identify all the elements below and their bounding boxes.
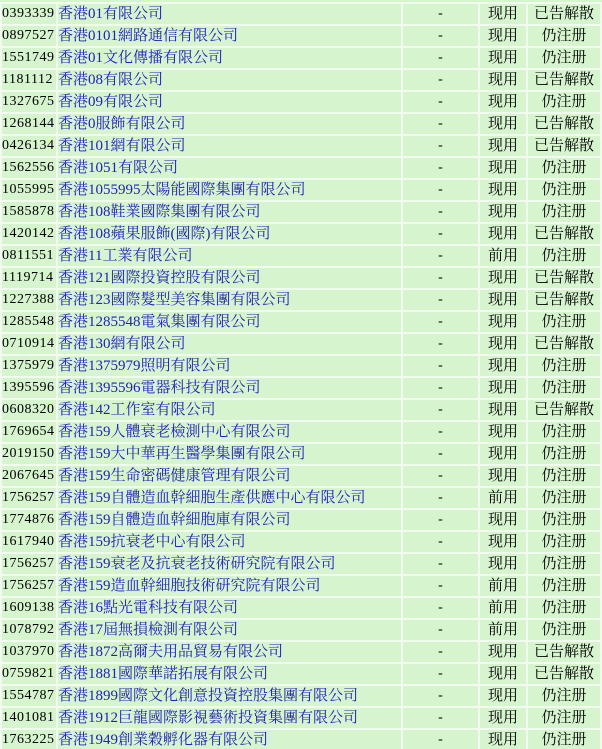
- name-status-cell: 现用: [480, 466, 528, 488]
- name-status-cell: 现用: [480, 686, 528, 708]
- table-row: [0, 334, 602, 356]
- company-number-cell: 1119714: [0, 268, 58, 290]
- company-number-cell: 1401081: [0, 708, 58, 730]
- company-number-cell: 0811551: [0, 246, 58, 268]
- company-name-cell: [58, 158, 403, 180]
- registration-status-cell: 已告解散: [528, 114, 602, 136]
- remarks-cell: -: [403, 158, 480, 180]
- company-name-link[interactable]: 香港101網有限公司: [58, 138, 186, 154]
- table-row: [0, 488, 602, 510]
- remarks-cell: -: [403, 136, 480, 158]
- company-results-table: [0, 4, 602, 749]
- name-status-cell: 现用: [480, 290, 528, 312]
- name-status-cell: 现用: [480, 4, 528, 26]
- name-status-cell: 现用: [480, 554, 528, 576]
- company-number-cell: 1585878: [0, 202, 58, 224]
- company-name-link[interactable]: 香港08有限公司: [58, 72, 164, 88]
- company-number-cell: 1617940: [0, 532, 58, 554]
- company-name-cell: [58, 4, 403, 26]
- company-name-cell: [58, 268, 403, 290]
- company-name-link[interactable]: 香港1375979照明有限公司: [58, 358, 231, 374]
- name-status-cell: 前用: [480, 620, 528, 642]
- company-number-cell: 1769654: [0, 422, 58, 444]
- registration-status-cell: 已告解散: [528, 642, 602, 664]
- company-number-cell: 1078792: [0, 620, 58, 642]
- name-status-cell: 现用: [480, 158, 528, 180]
- registration-status-cell: 已告解散: [528, 268, 602, 290]
- table-row: [0, 312, 602, 334]
- table-row: [0, 70, 602, 92]
- company-number-cell: 0710914: [0, 334, 58, 356]
- company-name-cell: [58, 686, 403, 708]
- registration-status-cell: 已告解散: [528, 224, 602, 246]
- company-name-link[interactable]: 香港1881國際華諾拓展有限公司: [58, 666, 269, 682]
- company-number-cell: 0897527: [0, 26, 58, 48]
- company-name-cell: [58, 312, 403, 334]
- name-status-cell: 现用: [480, 532, 528, 554]
- name-status-cell: 现用: [480, 664, 528, 686]
- remarks-cell: -: [403, 554, 480, 576]
- company-number-cell: 2067645: [0, 466, 58, 488]
- company-name-link[interactable]: 香港1872高爾夫用品貿易有限公司: [58, 644, 284, 660]
- registration-status-cell: 已告解散: [528, 334, 602, 356]
- company-number-cell: 1551749: [0, 48, 58, 70]
- table-row: [0, 730, 602, 749]
- remarks-cell: -: [403, 532, 480, 554]
- registration-status-cell: 仍注册: [528, 422, 602, 444]
- company-name-link[interactable]: 香港159自體造血幹細胞庫有限公司: [58, 512, 291, 528]
- company-number-cell: 1756257: [0, 576, 58, 598]
- registration-status-cell: 仍注册: [528, 620, 602, 642]
- table-row: [0, 378, 602, 400]
- company-name-link[interactable]: 香港1949創業穀孵化器有限公司: [58, 732, 269, 748]
- company-name-link[interactable]: 香港121國際投資控股有限公司: [58, 270, 261, 286]
- remarks-cell: -: [403, 290, 480, 312]
- company-name-link[interactable]: 香港142工作室有限公司: [58, 402, 216, 418]
- company-table-body: [0, 4, 602, 749]
- company-number-cell: 1268144: [0, 114, 58, 136]
- table-row: [0, 532, 602, 554]
- name-status-cell: 前用: [480, 576, 528, 598]
- company-number-cell: 0426134: [0, 136, 58, 158]
- company-number-cell: 1037970: [0, 642, 58, 664]
- remarks-cell: -: [403, 92, 480, 114]
- remarks-cell: -: [403, 224, 480, 246]
- company-number-cell: 1763225: [0, 730, 58, 749]
- table-row: [0, 400, 602, 422]
- registration-status-cell: 仍注册: [528, 378, 602, 400]
- company-name-cell: [58, 378, 403, 400]
- company-name-cell: [58, 290, 403, 312]
- registration-status-cell: 仍注册: [528, 466, 602, 488]
- company-name-link[interactable]: 香港16點光電科技有限公司: [58, 600, 239, 616]
- name-status-cell: 现用: [480, 312, 528, 334]
- registration-status-cell: 仍注册: [528, 48, 602, 70]
- table-row: [0, 158, 602, 180]
- company-name-link[interactable]: 香港1055995太陽能國際集團有限公司: [58, 182, 306, 198]
- table-row: [0, 554, 602, 576]
- company-name-cell: [58, 730, 403, 749]
- company-name-cell: [58, 598, 403, 620]
- name-status-cell: 现用: [480, 510, 528, 532]
- remarks-cell: -: [403, 466, 480, 488]
- company-number-cell: 1774876: [0, 510, 58, 532]
- table-row: [0, 26, 602, 48]
- company-name-cell: [58, 708, 403, 730]
- name-status-cell: 现用: [480, 92, 528, 114]
- company-name-cell: [58, 510, 403, 532]
- remarks-cell: -: [403, 422, 480, 444]
- company-number-cell: 0608320: [0, 400, 58, 422]
- table-row: [0, 708, 602, 730]
- company-name-cell: [58, 554, 403, 576]
- company-name-link[interactable]: 香港0服飾有限公司: [58, 116, 186, 132]
- registration-status-cell: 仍注册: [528, 180, 602, 202]
- name-status-cell: 现用: [480, 642, 528, 664]
- company-number-cell: 1227388: [0, 290, 58, 312]
- company-name-cell: [58, 224, 403, 246]
- company-name-link[interactable]: 香港159自體造血幹細胞生產供應中心有限公司: [58, 490, 366, 506]
- name-status-cell: 现用: [480, 356, 528, 378]
- name-status-cell: 现用: [480, 48, 528, 70]
- name-status-cell: 现用: [480, 114, 528, 136]
- registration-status-cell: 仍注册: [528, 246, 602, 268]
- table-row: [0, 180, 602, 202]
- registration-status-cell: 已告解散: [528, 4, 602, 26]
- table-row: [0, 576, 602, 598]
- registration-status-cell: 仍注册: [528, 202, 602, 224]
- name-status-cell: 现用: [480, 444, 528, 466]
- table-row: [0, 664, 602, 686]
- company-name-cell: [58, 114, 403, 136]
- table-row: [0, 686, 602, 708]
- name-status-cell: 现用: [480, 136, 528, 158]
- company-name-link[interactable]: 香港159抗衰老中心有限公司: [58, 534, 246, 550]
- company-name-link[interactable]: 香港159人體衰老檢測中心有限公司: [58, 424, 291, 440]
- remarks-cell: -: [403, 4, 480, 26]
- remarks-cell: -: [403, 70, 480, 92]
- registration-status-cell: 仍注册: [528, 158, 602, 180]
- name-status-cell: 现用: [480, 422, 528, 444]
- company-name-link[interactable]: 香港159大中華再生醫學集團有限公司: [58, 446, 306, 462]
- remarks-cell: -: [403, 642, 480, 664]
- remarks-cell: -: [403, 26, 480, 48]
- table-row: [0, 268, 602, 290]
- registration-status-cell: 已告解散: [528, 136, 602, 158]
- table-row: [0, 510, 602, 532]
- company-name-cell: [58, 246, 403, 268]
- company-number-cell: 1756257: [0, 554, 58, 576]
- table-row: [0, 422, 602, 444]
- remarks-cell: -: [403, 48, 480, 70]
- company-name-link[interactable]: 香港108鞋業國際集團有限公司: [58, 204, 261, 220]
- company-name-cell: [58, 48, 403, 70]
- company-name-cell: [58, 466, 403, 488]
- remarks-cell: -: [403, 268, 480, 290]
- registration-status-cell: 仍注册: [528, 444, 602, 466]
- company-name-cell: [58, 532, 403, 554]
- company-name-cell: [58, 400, 403, 422]
- name-status-cell: 前用: [480, 598, 528, 620]
- table-row: [0, 114, 602, 136]
- company-name-cell: [58, 356, 403, 378]
- name-status-cell: 现用: [480, 730, 528, 749]
- remarks-cell: -: [403, 114, 480, 136]
- company-name-cell: [58, 70, 403, 92]
- table-row: [0, 356, 602, 378]
- company-name-link[interactable]: 香港1912巨龍國際影視藝術投資集團有限公司: [58, 710, 359, 726]
- name-status-cell: 现用: [480, 400, 528, 422]
- name-status-cell: 现用: [480, 70, 528, 92]
- registration-status-cell: 仍注册: [528, 708, 602, 730]
- registration-status-cell: 已告解散: [528, 664, 602, 686]
- name-status-cell: 现用: [480, 334, 528, 356]
- registration-status-cell: 已告解散: [528, 400, 602, 422]
- table-row: [0, 224, 602, 246]
- registration-status-cell: 仍注册: [528, 488, 602, 510]
- company-name-cell: [58, 136, 403, 158]
- registration-status-cell: 仍注册: [528, 598, 602, 620]
- name-status-cell: 现用: [480, 202, 528, 224]
- table-row: [0, 290, 602, 312]
- company-number-cell: 1055995: [0, 180, 58, 202]
- remarks-cell: -: [403, 730, 480, 749]
- company-name-link[interactable]: 香港01有限公司: [58, 6, 164, 22]
- table-row: [0, 4, 602, 26]
- company-number-cell: 1285548: [0, 312, 58, 334]
- company-number-cell: 0759821: [0, 664, 58, 686]
- registration-status-cell: 仍注册: [528, 554, 602, 576]
- company-number-cell: 2019150: [0, 444, 58, 466]
- remarks-cell: -: [403, 488, 480, 510]
- table-row: [0, 202, 602, 224]
- registration-status-cell: 已告解散: [528, 290, 602, 312]
- name-status-cell: 现用: [480, 268, 528, 290]
- company-number-cell: 1609138: [0, 598, 58, 620]
- table-row: [0, 246, 602, 268]
- company-name-link[interactable]: 香港17屆無損檢測有限公司: [58, 622, 239, 638]
- company-name-cell: [58, 664, 403, 686]
- remarks-cell: -: [403, 686, 480, 708]
- company-name-cell: [58, 576, 403, 598]
- table-row: [0, 92, 602, 114]
- remarks-cell: -: [403, 378, 480, 400]
- remarks-cell: -: [403, 356, 480, 378]
- name-status-cell: 前用: [480, 488, 528, 510]
- registration-status-cell: 仍注册: [528, 730, 602, 749]
- registration-status-cell: 仍注册: [528, 510, 602, 532]
- remarks-cell: -: [403, 312, 480, 334]
- remarks-cell: -: [403, 598, 480, 620]
- company-name-cell: [58, 620, 403, 642]
- company-name-link[interactable]: 香港01文化傳播有限公司: [58, 50, 224, 66]
- company-name-link[interactable]: 香港0101網路通信有限公司: [58, 28, 239, 44]
- remarks-cell: -: [403, 334, 480, 356]
- company-name-cell: [58, 180, 403, 202]
- remarks-cell: -: [403, 620, 480, 642]
- company-name-link[interactable]: 香港159衰老及抗衰老技術研究院有限公司: [58, 556, 336, 572]
- name-status-cell: 现用: [480, 708, 528, 730]
- company-name-cell: [58, 334, 403, 356]
- remarks-cell: -: [403, 246, 480, 268]
- remarks-cell: -: [403, 202, 480, 224]
- table-row: [0, 620, 602, 642]
- company-name-link[interactable]: 香港1395596電器科技有限公司: [58, 380, 261, 396]
- company-name-link[interactable]: 香港130網有限公司: [58, 336, 186, 352]
- company-number-cell: 1395596: [0, 378, 58, 400]
- remarks-cell: -: [403, 708, 480, 730]
- company-name-cell: [58, 26, 403, 48]
- registration-status-cell: 仍注册: [528, 26, 602, 48]
- company-number-cell: 1756257: [0, 488, 58, 510]
- registration-status-cell: 仍注册: [528, 312, 602, 334]
- company-name-cell: [58, 92, 403, 114]
- remarks-cell: -: [403, 510, 480, 532]
- registration-status-cell: 已告解散: [528, 70, 602, 92]
- company-name-cell: [58, 422, 403, 444]
- name-status-cell: 现用: [480, 180, 528, 202]
- company-name-link[interactable]: 香港1051有限公司: [58, 160, 179, 176]
- registration-status-cell: 仍注册: [528, 356, 602, 378]
- table-row: [0, 48, 602, 70]
- company-number-cell: 0393339: [0, 4, 58, 26]
- company-name-link[interactable]: 香港159生命密碼健康管理有限公司: [58, 468, 291, 484]
- name-status-cell: 前用: [480, 246, 528, 268]
- company-name-cell: [58, 642, 403, 664]
- name-status-cell: 现用: [480, 26, 528, 48]
- company-number-cell: 1181112: [0, 70, 58, 92]
- remarks-cell: -: [403, 400, 480, 422]
- table-row: [0, 466, 602, 488]
- company-name-link[interactable]: 香港09有限公司: [58, 94, 164, 110]
- table-row: [0, 598, 602, 620]
- table-row: [0, 444, 602, 466]
- remarks-cell: -: [403, 444, 480, 466]
- company-number-cell: 1327675: [0, 92, 58, 114]
- company-name-link[interactable]: 香港1899國際文化創意投資控股集團有限公司: [58, 688, 359, 704]
- company-name-cell: [58, 202, 403, 224]
- registration-status-cell: 仍注册: [528, 576, 602, 598]
- company-number-cell: 1554787: [0, 686, 58, 708]
- remarks-cell: -: [403, 664, 480, 686]
- company-name-link[interactable]: 香港159造血幹細胞技術研究院有限公司: [58, 578, 321, 594]
- name-status-cell: 现用: [480, 224, 528, 246]
- name-status-cell: 现用: [480, 378, 528, 400]
- table-row: [0, 136, 602, 158]
- registration-status-cell: 仍注册: [528, 686, 602, 708]
- company-name-link[interactable]: 香港1285548電氣集團有限公司: [58, 314, 261, 330]
- company-name-link[interactable]: 香港108蘋果服飾(國際)有限公司: [58, 226, 271, 242]
- registration-status-cell: 仍注册: [528, 92, 602, 114]
- company-number-cell: 1375979: [0, 356, 58, 378]
- remarks-cell: -: [403, 576, 480, 598]
- company-number-cell: 1562556: [0, 158, 58, 180]
- company-number-cell: 1420142: [0, 224, 58, 246]
- registration-status-cell: 仍注册: [528, 532, 602, 554]
- remarks-cell: -: [403, 180, 480, 202]
- company-name-link[interactable]: 香港11工業有限公司: [58, 248, 193, 264]
- company-name-cell: [58, 444, 403, 466]
- company-name-link[interactable]: 香港123國際髮型美容集團有限公司: [58, 292, 291, 308]
- company-name-cell: [58, 488, 403, 510]
- table-row: [0, 642, 602, 664]
